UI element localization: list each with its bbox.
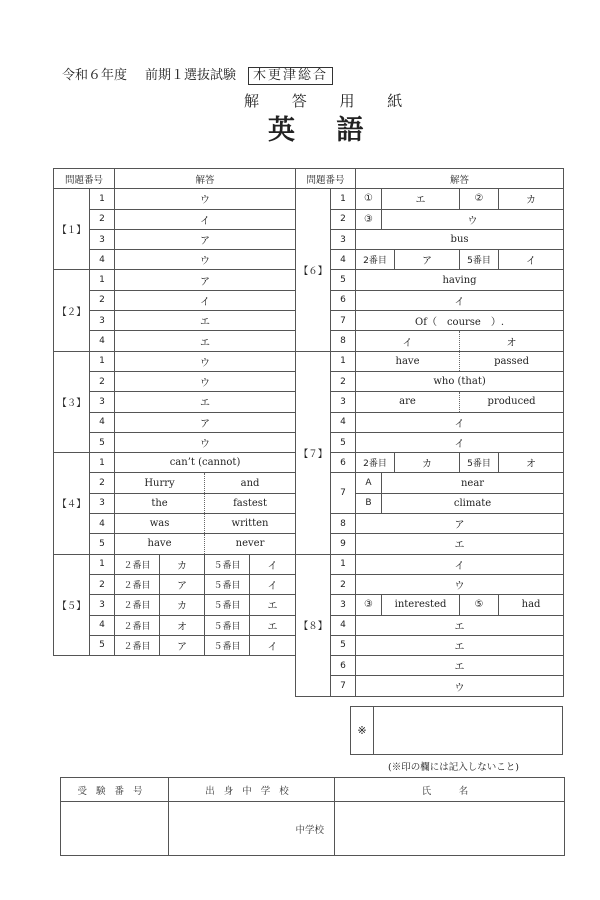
answer-cell: イ: [250, 554, 296, 574]
section-label: 【７】: [296, 351, 331, 554]
office-use-box: [350, 706, 563, 755]
question-number: 6: [331, 656, 356, 676]
answer-cell: オ: [499, 453, 564, 473]
answer-cell: イ: [499, 250, 564, 270]
answer-cell: interested: [382, 595, 460, 615]
position-label: ５番目: [205, 595, 250, 615]
answer-row: [296, 250, 564, 270]
answer-cell: had: [499, 595, 564, 615]
position-label: ５番目: [205, 615, 250, 635]
answer-row: [54, 534, 296, 554]
answer-row: [54, 574, 296, 594]
question-number-header: 問題番号: [296, 169, 356, 189]
answer-row: [54, 392, 296, 412]
answer-row: [296, 554, 564, 574]
answer-cell: オ: [160, 615, 205, 635]
answer-cell: カ: [499, 189, 564, 209]
position-label: ５番目: [205, 574, 250, 594]
question-number: 7: [331, 311, 356, 331]
answer-cell-second: passed: [460, 351, 564, 371]
question-number: 1: [90, 453, 115, 473]
answer-cell: エ: [356, 615, 564, 635]
position-label: 2番目: [356, 250, 395, 270]
answer-cell: エ: [382, 189, 460, 209]
answer-row: [296, 432, 564, 452]
answer-cell: bus: [356, 229, 564, 249]
answer-row: [296, 371, 564, 391]
answer-row: [296, 331, 564, 351]
answer-cell: ア: [115, 270, 296, 290]
section-label: 【２】: [54, 270, 90, 351]
answer-cell: near: [382, 473, 564, 493]
question-number: 1: [90, 554, 115, 574]
answer-cell: イ: [115, 290, 296, 310]
answer-cell: カ: [395, 453, 460, 473]
answer-cell: having: [356, 270, 564, 290]
answer-cell: ウ: [356, 676, 564, 696]
question-number: 1: [331, 351, 356, 371]
question-number: 7: [331, 676, 356, 696]
answer-row: [54, 493, 296, 513]
answer-row: [54, 371, 296, 391]
exam-name: 前期１選抜試験: [145, 68, 237, 83]
question-number: 2: [90, 290, 115, 310]
school-name-box: 木更津総合: [248, 67, 333, 85]
answer-cell: イ: [115, 209, 296, 229]
answer-row: [296, 270, 564, 290]
answer-cell: ア: [115, 412, 296, 432]
question-number: 1: [90, 351, 115, 371]
answer-cell-second: and: [205, 473, 296, 493]
answer-row: [54, 453, 296, 473]
position-label: ５番目: [205, 635, 250, 655]
blank-marker: ①: [356, 189, 382, 209]
answer-table-left: [53, 168, 296, 656]
answer-row: [296, 615, 564, 635]
answer-row: [54, 331, 296, 351]
blank-marker: ③: [356, 595, 382, 615]
middle-school-field[interactable]: [169, 802, 335, 856]
answer-cell: climate: [382, 493, 564, 513]
position-label: 2番目: [356, 453, 395, 473]
question-number: 8: [331, 514, 356, 534]
office-use-mark: ※: [351, 707, 374, 754]
question-number: 1: [331, 189, 356, 209]
answer-cell: イ: [250, 635, 296, 655]
answer-cell: カ: [160, 554, 205, 574]
answer-row: [296, 189, 564, 209]
question-number: 5: [90, 635, 115, 655]
answer-cell-first: イ: [356, 331, 460, 351]
answer-cell: ア: [356, 514, 564, 534]
answer-row: [54, 209, 296, 229]
middle-school-label: 出身中学校: [169, 778, 335, 802]
question-number: 5: [331, 270, 356, 290]
question-number: 1: [90, 189, 115, 209]
answer-row: [296, 412, 564, 432]
question-number: 2: [90, 473, 115, 493]
answer-row: [296, 595, 564, 615]
answer-cell: エ: [115, 331, 296, 351]
question-number: 3: [331, 229, 356, 249]
answer-row: [54, 595, 296, 615]
answer-row: [54, 351, 296, 371]
answer-row: [54, 432, 296, 452]
question-number: 2: [90, 574, 115, 594]
answer-row: [296, 229, 564, 249]
answer-row: [54, 290, 296, 310]
question-number-header: 問題番号: [54, 169, 115, 189]
answer-header: 解答: [356, 169, 564, 189]
blank-marker: ③: [356, 209, 382, 229]
question-number: 5: [331, 432, 356, 452]
question-number: 1: [90, 270, 115, 290]
answer-row: [54, 229, 296, 249]
answer-row: [54, 635, 296, 655]
exam-number-field[interactable]: [61, 802, 169, 856]
question-number: 7: [331, 473, 356, 514]
answer-cell-first: are: [356, 392, 460, 412]
answer-cell: エ: [356, 656, 564, 676]
section-label: 【３】: [54, 351, 90, 452]
answer-row: [296, 473, 564, 493]
answer-header: 解答: [115, 169, 296, 189]
question-number: 3: [90, 229, 115, 249]
name-field[interactable]: [335, 802, 565, 856]
answer-row: [54, 514, 296, 534]
exam-header: [62, 64, 333, 85]
answer-cell: ア: [160, 574, 205, 594]
answer-cell: エ: [115, 392, 296, 412]
answer-cell: エ: [356, 635, 564, 655]
position-label: 5番目: [460, 453, 499, 473]
section-label: 【８】: [296, 554, 331, 696]
table-header-row: [54, 169, 296, 189]
answer-cell: ウ: [115, 351, 296, 371]
position-label: ５番目: [205, 554, 250, 574]
answer-row: [54, 311, 296, 331]
question-number: 3: [90, 493, 115, 513]
answer-row: [54, 412, 296, 432]
position-label: ２番目: [115, 615, 160, 635]
section-label: 【４】: [54, 453, 90, 554]
answer-cell-second: never: [205, 534, 296, 554]
question-number: 2: [331, 574, 356, 594]
blank-marker: ②: [460, 189, 499, 209]
question-number: 5: [90, 432, 115, 452]
question-number: 2: [90, 209, 115, 229]
position-label: ２番目: [115, 554, 160, 574]
answer-cell: ア: [160, 635, 205, 655]
answer-cell-first: Hurry: [115, 473, 205, 493]
answer-row: [296, 574, 564, 594]
answer-cell: ア: [115, 229, 296, 249]
answer-cell-second: produced: [460, 392, 564, 412]
answer-cell-second: written: [205, 514, 296, 534]
question-number: 3: [331, 595, 356, 615]
answer-cell: エ: [115, 311, 296, 331]
answer-cell-second: オ: [460, 331, 564, 351]
exam-year: 令和６年度: [62, 68, 128, 83]
answer-row: [54, 250, 296, 270]
question-number: 3: [90, 311, 115, 331]
question-number: 4: [90, 514, 115, 534]
question-number: 5: [90, 534, 115, 554]
question-number: 4: [331, 615, 356, 635]
answer-cell: イ: [250, 574, 296, 594]
answer-row: [296, 656, 564, 676]
question-number: 3: [90, 392, 115, 412]
answer-row: [296, 209, 564, 229]
answer-row: [296, 514, 564, 534]
question-number: 2: [331, 371, 356, 391]
answer-row: [296, 676, 564, 696]
answer-cell: エ: [250, 615, 296, 635]
question-number: 6: [331, 290, 356, 310]
sheet-subtitle: 解 答 用 紙: [244, 92, 417, 110]
answer-row: [296, 453, 564, 473]
answer-cell: エ: [356, 534, 564, 554]
exam-number-label: 受験番号: [61, 778, 169, 802]
position-label: ２番目: [115, 574, 160, 594]
answer-cell-first: have: [356, 351, 460, 371]
question-number: 3: [90, 595, 115, 615]
position-label: ２番目: [115, 635, 160, 655]
answer-row: [54, 189, 296, 209]
question-number: 6: [331, 453, 356, 473]
office-use-caption: (※印の欄には記入しないこと): [388, 762, 519, 773]
section-label: 【６】: [296, 189, 331, 351]
question-number: 8: [331, 331, 356, 351]
name-label: 氏 名: [335, 778, 565, 802]
question-number: 2: [331, 209, 356, 229]
answer-row: [296, 534, 564, 554]
answer-cell-first: was: [115, 514, 205, 534]
answer-cell: ウ: [382, 209, 564, 229]
question-number: 1: [331, 554, 356, 574]
answer-cell: イ: [356, 554, 564, 574]
answer-cell: エ: [250, 595, 296, 615]
answer-cell: ウ: [115, 189, 296, 209]
answer-row: [296, 351, 564, 371]
position-label: ２番目: [115, 595, 160, 615]
answer-cell-first: have: [115, 534, 205, 554]
part-label: B: [356, 493, 382, 513]
answer-row: [54, 615, 296, 635]
question-number: 4: [90, 615, 115, 635]
answer-cell: ウ: [115, 432, 296, 452]
answer-row: [296, 635, 564, 655]
blank-marker: ⑤: [460, 595, 499, 615]
answer-cell: Of（ course ）.: [356, 311, 564, 331]
answer-cell: イ: [356, 412, 564, 432]
question-number: 4: [90, 250, 115, 270]
answer-cell: イ: [356, 432, 564, 452]
answer-cell: ウ: [115, 371, 296, 391]
section-label: 【５】: [54, 554, 90, 655]
question-number: 3: [331, 392, 356, 412]
answer-row: [54, 473, 296, 493]
answer-row: [54, 270, 296, 290]
answer-cell: who (that): [356, 371, 564, 391]
position-label: 5番目: [460, 250, 499, 270]
examinee-info-table: [60, 777, 565, 856]
answer-cell: ウ: [356, 574, 564, 594]
answer-cell: ウ: [115, 250, 296, 270]
question-number: 2: [90, 371, 115, 391]
answer-cell: カ: [160, 595, 205, 615]
answer-row: [296, 311, 564, 331]
question-number: 5: [331, 635, 356, 655]
answer-table-right: [295, 168, 564, 697]
section-label: 【１】: [54, 189, 90, 270]
question-number: 4: [90, 412, 115, 432]
question-number: 4: [331, 412, 356, 432]
answer-row: [296, 392, 564, 412]
table-header-row: [296, 169, 564, 189]
answer-row: [296, 290, 564, 310]
middle-school-suffix: 中学校: [295, 824, 324, 836]
question-number: 4: [331, 250, 356, 270]
answer-cell: イ: [356, 290, 564, 310]
answer-cell: ア: [395, 250, 460, 270]
answer-cell-first: the: [115, 493, 205, 513]
answer-cell: can’t (cannot): [115, 453, 296, 473]
subject-title: 英 語: [268, 115, 380, 146]
answer-row: [54, 554, 296, 574]
part-label: A: [356, 473, 382, 493]
question-number: 9: [331, 534, 356, 554]
question-number: 4: [90, 331, 115, 351]
answer-cell-second: fastest: [205, 493, 296, 513]
